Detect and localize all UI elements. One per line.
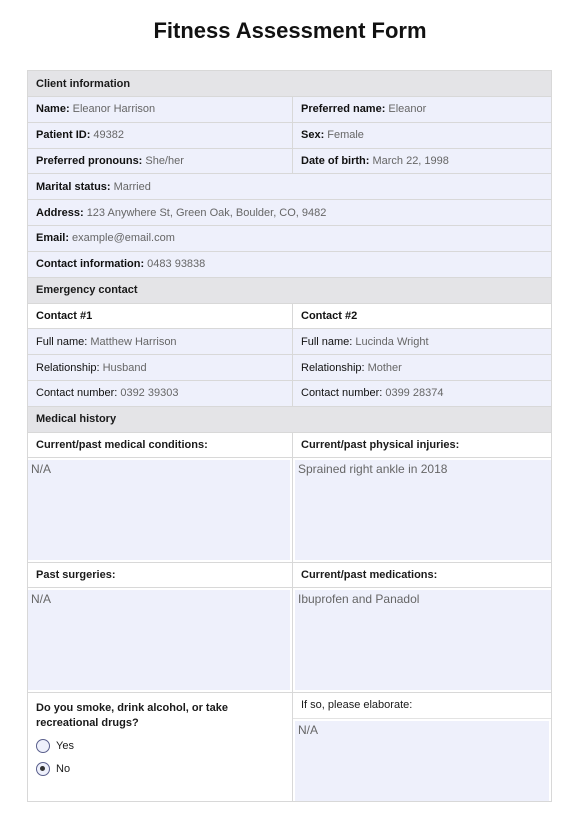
row-marital-status xyxy=(28,174,551,200)
radio-option-yes[interactable] xyxy=(36,739,284,754)
patient-id-label: Patient ID: xyxy=(36,129,91,142)
row-substance-use xyxy=(28,693,551,801)
past-surgeries-container xyxy=(28,588,293,692)
substance-use-question: Do you smoke, drink alcohol, or take recreational drugs? xyxy=(36,701,228,729)
row-address xyxy=(28,200,551,226)
pronouns-field[interactable] xyxy=(28,149,293,174)
radio-option-no[interactable] xyxy=(36,762,284,777)
patient-id-field[interactable] xyxy=(28,123,293,148)
contact-2-header xyxy=(293,304,551,329)
section-client-information xyxy=(28,71,551,97)
row-contact-headers xyxy=(28,304,551,330)
name-field[interactable] xyxy=(28,97,293,122)
sex-value: Female xyxy=(327,129,364,142)
past-surgeries-textarea[interactable]: N/A xyxy=(28,590,290,690)
marital-status-value: Married xyxy=(113,180,151,193)
contact-2-full-name-field[interactable] xyxy=(293,329,551,354)
section-medical-history xyxy=(28,407,551,433)
contact-information-value: 0483 93838 xyxy=(147,258,206,271)
elaborate-block xyxy=(293,693,551,801)
address-value: 123 Anywhere St, Green Oak, Boulder, CO, 9482 xyxy=(86,206,327,219)
radio-no-label: No xyxy=(56,762,71,775)
contact-number-label: Contact number: xyxy=(301,387,383,400)
section-title: Medical history xyxy=(36,413,117,426)
contact-number-label: Contact number: xyxy=(36,387,118,400)
section-emergency-contact xyxy=(28,278,551,304)
radio-no-icon[interactable] xyxy=(36,762,50,776)
contact-1-full-name-field[interactable] xyxy=(28,329,293,354)
contact-2-title: Contact #2 xyxy=(301,309,358,322)
row-contact-information xyxy=(28,252,551,278)
address-field[interactable] xyxy=(28,200,551,225)
medications-container xyxy=(293,588,551,692)
contact-1-header xyxy=(28,304,293,329)
contact-2-number-field[interactable] xyxy=(293,381,551,406)
contact-2-number-value: 0399 28374 xyxy=(385,387,444,400)
marital-status-field[interactable] xyxy=(28,174,551,199)
medical-conditions-container xyxy=(28,458,293,562)
date-of-birth-label: Date of birth: xyxy=(301,154,370,167)
elaborate-textarea[interactable]: N/A xyxy=(295,721,549,801)
contact-information-label: Contact information: xyxy=(36,258,145,271)
row-conditions-answers xyxy=(28,458,551,563)
contact-2-relationship-field[interactable] xyxy=(293,355,551,380)
relationship-label: Relationship: xyxy=(36,361,100,374)
name-value: Eleanor Harrison xyxy=(72,103,156,116)
row-contact-relationship xyxy=(28,355,551,381)
past-surgeries-label: Past surgeries: xyxy=(28,563,293,587)
elaborate-label: If so, please elaborate: xyxy=(293,693,551,719)
date-of-birth-field[interactable] xyxy=(293,149,551,174)
row-contact-full-name xyxy=(28,329,551,355)
row-contact-number xyxy=(28,381,551,407)
row-surgeries-headers xyxy=(28,563,551,588)
page-title: Fitness Assessment Form xyxy=(153,18,427,43)
medical-conditions-textarea[interactable]: N/A xyxy=(28,460,290,560)
row-conditions-headers xyxy=(28,433,551,458)
address-label: Address: xyxy=(36,206,84,219)
physical-injuries-container xyxy=(293,458,551,562)
contact-information-field[interactable] xyxy=(28,252,551,277)
contact-1-title: Contact #1 xyxy=(36,309,93,322)
contact-2-full-name-value: Lucinda Wright xyxy=(355,335,429,348)
sex-field[interactable] xyxy=(293,123,551,148)
contact-2-relationship-value: Mother xyxy=(367,361,402,374)
contact-1-number-field[interactable] xyxy=(28,381,293,406)
preferred-name-value: Eleanor xyxy=(388,103,427,116)
row-pronouns xyxy=(28,149,551,175)
pronouns-value: She/her xyxy=(145,154,184,167)
section-title: Client information xyxy=(36,77,131,90)
physical-injuries-label: Current/past physical injuries: xyxy=(301,438,460,451)
medications-textarea[interactable]: Ibuprofen and Panadol xyxy=(295,590,551,690)
row-surgeries-answers xyxy=(28,588,551,693)
fitness-form xyxy=(27,70,552,802)
patient-id-value: 49382 xyxy=(93,129,124,142)
contact-1-number-value: 0392 39303 xyxy=(120,387,179,400)
relationship-label: Relationship: xyxy=(301,361,365,374)
row-name xyxy=(28,97,551,123)
full-name-label: Full name: xyxy=(301,335,353,348)
contact-1-relationship-value: Husband xyxy=(102,361,147,374)
marital-status-label: Marital status: xyxy=(36,180,111,193)
medications-label: Current/past medications: xyxy=(301,568,438,581)
preferred-name-field[interactable] xyxy=(293,97,551,122)
email-value: example@email.com xyxy=(72,232,175,245)
contact-1-relationship-field[interactable] xyxy=(28,355,293,380)
row-patient-id xyxy=(28,123,551,149)
row-email xyxy=(28,226,551,252)
email-field[interactable] xyxy=(28,226,551,251)
full-name-label: Full name: xyxy=(36,335,88,348)
section-title: Emergency contact xyxy=(36,284,138,297)
physical-injuries-textarea[interactable]: Sprained right ankle in 2018 xyxy=(295,460,551,560)
date-of-birth-value: March 22, 1998 xyxy=(372,154,449,167)
pronouns-label: Preferred pronouns: xyxy=(36,154,143,167)
contact-1-full-name-value: Matthew Harrison xyxy=(90,335,177,348)
substance-use-question-block xyxy=(28,693,293,801)
radio-yes-label: Yes xyxy=(56,739,74,752)
sex-label: Sex: xyxy=(301,129,325,142)
radio-yes-icon[interactable] xyxy=(36,739,50,753)
preferred-name-label: Preferred name: xyxy=(301,103,386,116)
name-label: Name: xyxy=(36,103,70,116)
medical-conditions-label: Current/past medical conditions: xyxy=(28,433,293,457)
email-label: Email: xyxy=(36,232,70,245)
